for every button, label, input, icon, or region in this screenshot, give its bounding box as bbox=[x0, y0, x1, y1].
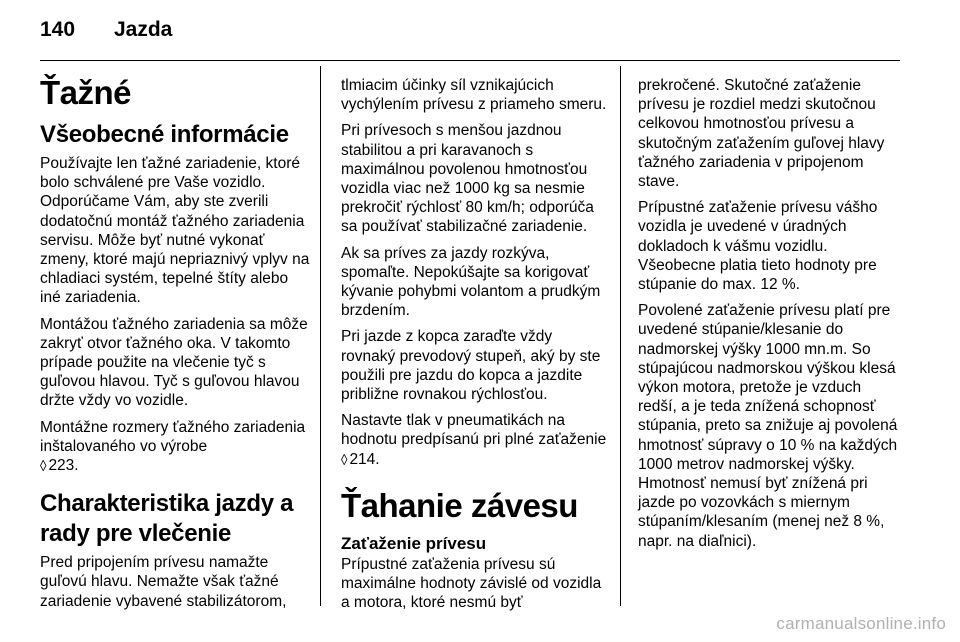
chapter-title: Ťažné bbox=[40, 74, 132, 111]
watermark: carmanualsonline.info bbox=[776, 614, 946, 633]
column-1 bbox=[40, 66, 310, 618]
paragraph-text: Montážne rozmery ťažného zariadenia inštalovaného vo výrobe bbox=[40, 418, 306, 455]
paragraph: Pred pripojením prívesu namažte guľovú hlavu. Nemažte však ťažné zariadenie vybavené stabilizátorom, bbox=[40, 554, 287, 610]
page-reference-link[interactable]: 223. bbox=[48, 457, 79, 475]
column-divider-1 bbox=[320, 66, 321, 606]
paragraph: Prípustné zaťaženia prívesu sú maximálne hodnoty závislé od vozidla a motora, ktoré nesmú byť bbox=[341, 555, 602, 612]
paragraph-text: Nastavte tlak v pneumatikách na hodnotu predpísanú pri plné zaťaženie bbox=[341, 412, 607, 449]
page-header bbox=[40, 12, 172, 48]
paragraph: prekročené. Skutočné zaťaženie prívesu je rozdiel medzi skutočnou celkovou hmotnosťou prívesu a skutočným zaťažením guľovej hlavy ťažného zariadenia v pripojenom stave. bbox=[638, 77, 885, 191]
paragraph bbox=[341, 411, 609, 469]
column-divider-2 bbox=[620, 66, 621, 606]
paragraph bbox=[40, 418, 310, 476]
paragraph: Montážou ťažného zariadenia sa môže zakryť otvor ťažného oka. V takomto prípade použite na vlečenie tyč s guľovou hlavou. Tyč s guľovou hlavou držte vždy vo vozidle. bbox=[40, 315, 308, 410]
paragraph: Ak sa príves za jazdy rozkýva, spomaľte. Nepokúšajte sa korigovať kývanie pohybmi volantom a prudkým brzdením. bbox=[341, 244, 601, 320]
section-heading-driving: Charakteristika jazdy a rady pre vlečenie bbox=[40, 490, 294, 548]
page-reference-icon: ◊ bbox=[40, 456, 47, 475]
section-heading-general: Všeobecné informácie bbox=[40, 121, 289, 148]
page-reference-icon: ◊ bbox=[341, 450, 348, 469]
page-reference-link[interactable]: 214. bbox=[349, 450, 380, 468]
paragraph: Pri prívesoch s menšou jazdnou stabilitou a pri karavanoch s maximálnou povolenou hmotnosťou vozidla viac než 1000 kg sa nesmie prekročiť rýchlosť 80 km/h; odporúča sa používať stabilizačné zariadenie. bbox=[341, 122, 594, 236]
paragraph: Prípustné zaťaženie prívesu vášho vozidla je uvedené v úradných dokladoch k vášmu vozidlu. Všeobecne platia tieto hodnoty pre stúpanie do max. 12 %. bbox=[638, 199, 878, 294]
header-rule bbox=[40, 60, 900, 61]
column-3 bbox=[638, 76, 903, 558]
section-title: Jazda bbox=[114, 18, 173, 41]
column-2 bbox=[341, 76, 609, 619]
subsection-heading-load: Zaťaženie prívesu bbox=[341, 533, 487, 553]
paragraph: Pri jazde z kopca zaraďte vždy rovnaký prevodový stupeň, aký by ste použili pre jazdu do kopca a jazdite približne rovnakou rýchlosťou. bbox=[341, 328, 601, 404]
paragraph: Používajte len ťažné zariadenie, ktoré bolo schválené pre Vaše vozidlo. Odporúčame Vám, aby ste zverili dodatočnú montáž ťažného zariadenia servisu. Môže byť nutné vykonať zmeny, ktoré majú nepriaznivý vplyv na chladiaci systém, tepelné štíty alebo iné zariadenia. bbox=[40, 155, 310, 307]
page-number: 140 bbox=[40, 18, 76, 41]
paragraph: tlmiacim účinky síl vznikajúcich vychýlením prívesu z priameho smeru. bbox=[341, 77, 607, 114]
chapter-title-towing: Ťahanie závesu bbox=[341, 486, 578, 524]
paragraph: Povolené zaťaženie prívesu platí pre uvedené stúpanie/klesanie do nadmorskej výšky 1000 mn.m. So stúpajúcou nadmorskou výškou klesá výkon motora, pretože je vzduch redší, a je teda znížená schopnosť stúpania, preto sa znižuje aj povolená hmotnosť súpravy o 10 % na každých 1000 metrov nadmorskej výšky. Hmotnosť nemusí byť znížená pri jazde po vozovkách s miernym stúpaním/klesaním (menej než 8 %, napr. na diaľnici). bbox=[638, 302, 898, 550]
